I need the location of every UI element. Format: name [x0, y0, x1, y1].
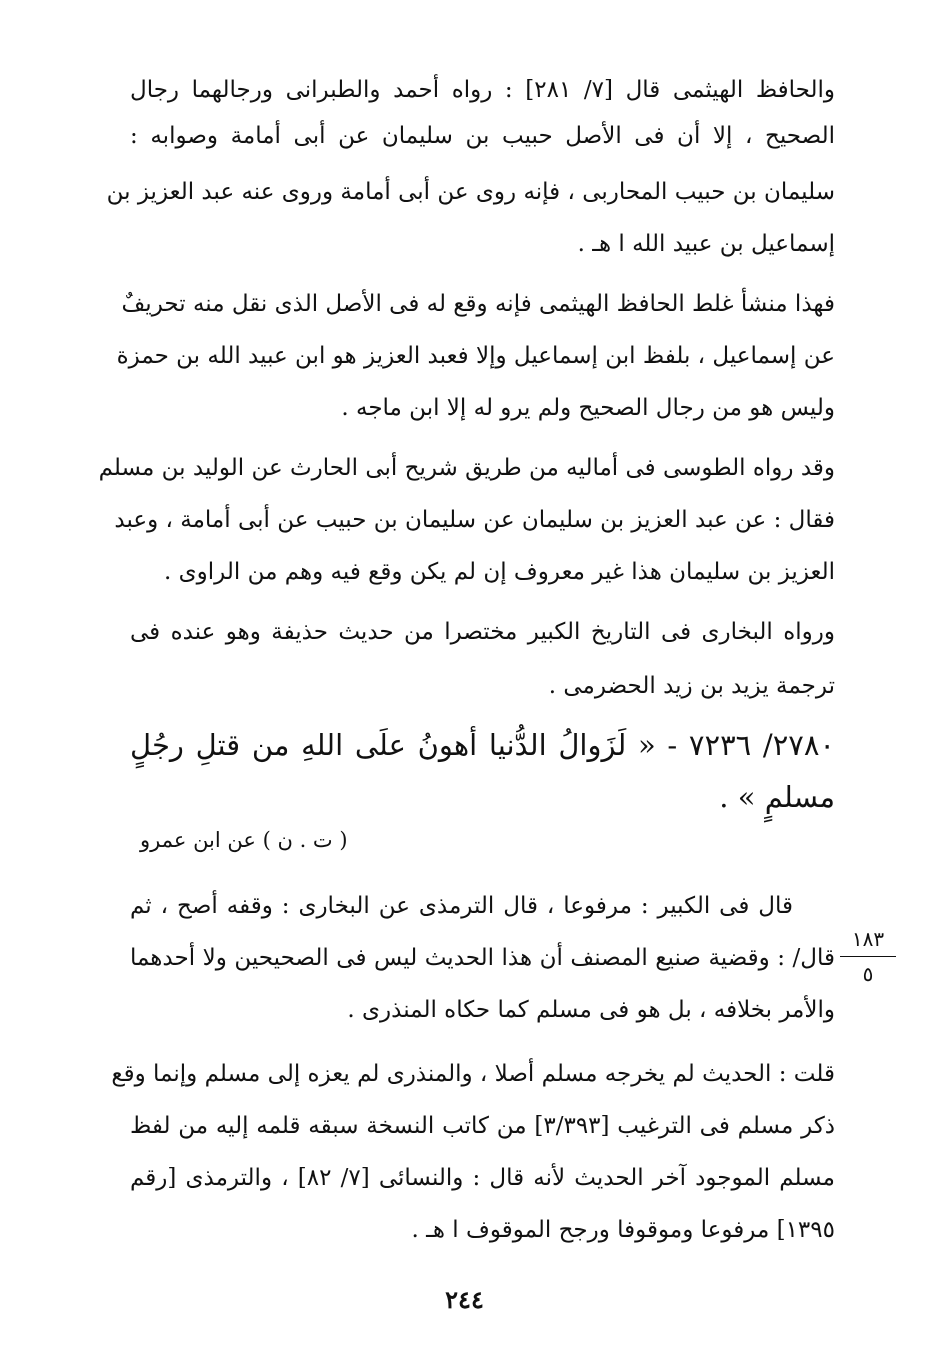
text-line: ترجمة يزيد بن زيد الحضرمى .: [548, 673, 835, 699]
hadith-source: ( ت . ن ) عن ابن عمرو: [140, 828, 348, 852]
page-number: ٢٤٤: [445, 1285, 484, 1314]
commentary-line: قال فى الكبير : مرفوعا ، قال الترمذى عن البخارى : وقفه أصح ، ثم: [130, 893, 793, 919]
commentary-line: قلت : الحديث لم يخرجه مسلم أصلا ، والمنذرى لم يعزه إلى مسلم وإنما وقع: [111, 1061, 835, 1087]
text-line: وليس هو من رجال الصحيح ولم يرو له إلا ابن ماجه .: [341, 395, 835, 421]
text-line: ورواه البخارى فى التاريخ الكبير مختصرا من حديث حذيفة وهو عنده فى: [130, 619, 835, 645]
margin-folio-reference: [840, 928, 896, 985]
commentary-line: مسلم الموجود آخر الحديث لأنه قال : والنسائى [٧/ ٨٢] ، والترمذى [رقم: [130, 1165, 835, 1191]
text-line: عن إسماعيل ، بلفظ ابن إسماعيل وإلا فعبد العزيز هو ابن عبيد الله بن حمزة: [116, 343, 835, 369]
commentary-line: والأمر بخلافه ، بل هو فى مسلم كما حكاه المنذرى .: [347, 997, 835, 1023]
margin-folio-sub: ٥: [862, 962, 874, 986]
commentary-line: ١٣٩٥] مرفوعا وموقوفا ورجح الموقوف ا هـ .: [411, 1217, 835, 1243]
hadith-text: مسلمٍ » .: [719, 780, 835, 814]
text-line: والحافظ الهيثمى قال [٧/ ٢٨١] : رواه أحمد والطبرانى ورجالهما رجال: [130, 77, 835, 103]
text-line: فهذا منشأ غلط الحافظ الهيثمى فإنه وقع له فى الأصل الذى نقل منه تحريفٌ: [121, 291, 835, 317]
margin-rule: [840, 956, 896, 957]
hadith-text: ٢٧٨٠/ ٧٢٣٦ - « لَزَوالُ الدُّنيا أهونُ علَى اللهِ من قتلِ رجُلٍ: [130, 728, 835, 762]
text-line: إسماعيل بن عبيد الله ا هـ .: [577, 231, 835, 257]
commentary-line: ذكر مسلم فى الترغيب [٣/٣٩٣] من كاتب النسخة سبقه قلمه إليه من لفظ: [130, 1113, 836, 1139]
text-line: وقد رواه الطوسى فى أماليه من طريق شريح أبى الحارث عن الوليد بن مسلم: [98, 455, 835, 481]
margin-folio-number: ١٨٣: [851, 927, 885, 951]
commentary-line: قال/ : وقضية صنيع المصنف أن هذا الحديث ليس فى الصحيحين ولا أحدهما: [130, 945, 835, 971]
text-line: فقال : عن عبد العزيز بن سليمان عن سليمان بن حبيب عن أبى أمامة ، وعبد: [114, 507, 835, 533]
text-line: سليمان بن حبيب المحاربى ، فإنه روى عن أبى أمامة وروى عنه عبد العزيز بن: [106, 179, 835, 205]
text-line: الصحيح ، إلا أن فى الأصل حبيب بن سليمان عن أبى أمامة وصوابه :: [130, 123, 835, 149]
text-line: العزيز بن سليمان هذا غير معروف إن لم يكن وقع فيه وهم من الراوى .: [164, 559, 835, 585]
